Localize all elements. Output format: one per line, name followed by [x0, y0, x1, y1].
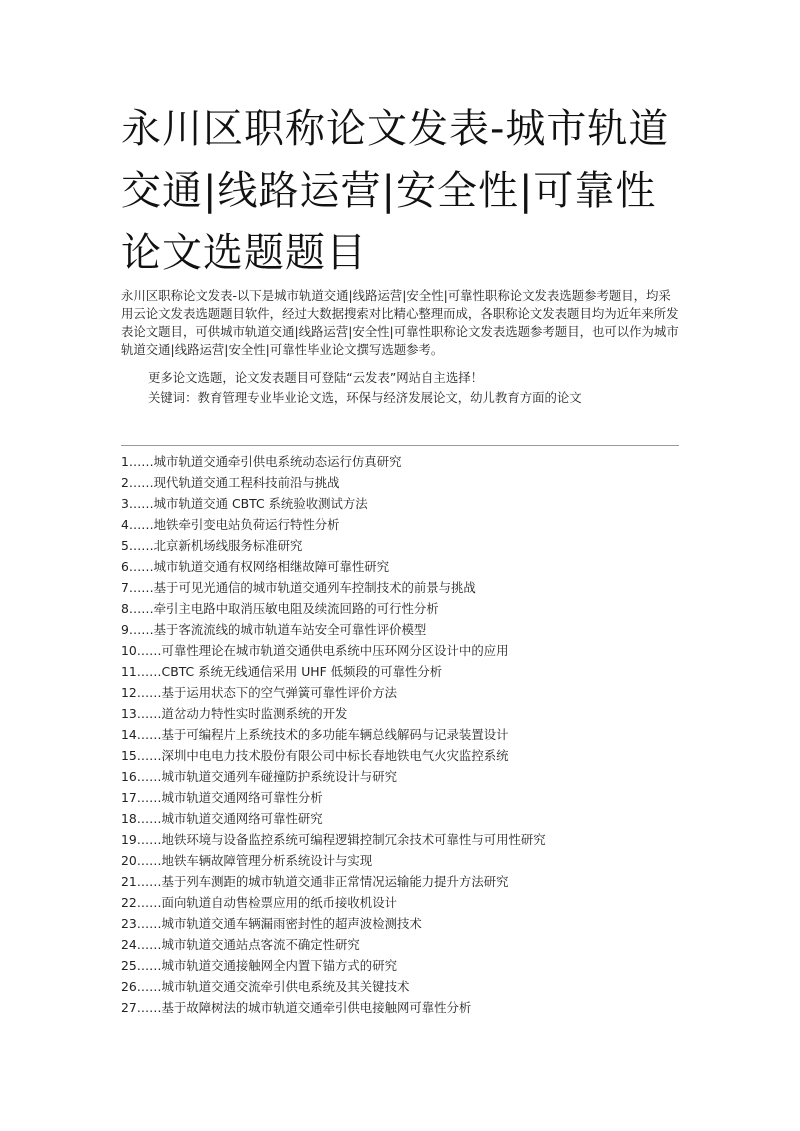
document-title: 永川区职称论文发表-城市轨道交通|线路运营|安全性|可靠性论文选题题目 — [121, 106, 670, 276]
topic-list-item: 22……面向轨道自动售检票应用的纸币接收机设计 — [121, 895, 397, 910]
topic-list-item: 1……城市轨道交通牵引供电系统动态运行仿真研究 — [121, 454, 402, 469]
keywords-line: 关键词：教育管理专业毕业论文选，环保与经济发展论文，幼儿教育方面的论文 — [148, 390, 582, 405]
topic-list-item: 25……城市轨道交通接触网全内置下锚方式的研究 — [121, 958, 397, 973]
topic-list-item: 13……道岔动力特性实时监测系统的开发 — [121, 706, 348, 721]
intro-paragraph: 永川区职称论文发表-以下是城市轨道交通|线路运营|安全性|可靠性职称论文发表选题参考题目，均采用云论文发表选题题目软件，经过大数据搜索对比精心整理而成，各职称论文发表题目均为近年来所发表论文题目，可供城市轨道交通|线路运营|安全性|可靠性职称论文发表选题参考题目，也可以作为城市轨道交通|线路运营|安全性|可靠性毕业论文撰写选题参考。 — [121, 288, 679, 357]
topic-list-item: 10……可靠性理论在城市轨道交通供电系统中压环网分区设计中的应用 — [121, 643, 509, 658]
topic-list — [121, 451, 681, 1018]
topic-list-item: 27……基于故障树法的城市轨道交通牵引供电接触网可靠性分析 — [121, 1000, 472, 1015]
topic-list-item: 8……牵引主电路中取消压敏电阻及续流回路的可行性分析 — [121, 601, 439, 616]
topic-list-item: 17……城市轨道交通网络可靠性分析 — [121, 790, 323, 805]
topic-list-item: 4……地铁牵引变电站负荷运行特性分析 — [121, 517, 340, 532]
topic-list-item: 23……城市轨道交通车辆漏雨密封性的超声波检测技术 — [121, 916, 422, 931]
topic-list-item: 2……现代轨道交通工程科技前沿与挑战 — [121, 475, 340, 490]
topic-list-item: 5……北京新机场线服务标准研究 — [121, 538, 303, 553]
topic-list-item: 12……基于运用状态下的空气弹簧可靠性评价方法 — [121, 685, 397, 700]
topic-list-item: 24……城市轨道交通站点客流不确定性研究 — [121, 937, 360, 952]
topic-list-item: 19……地铁环境与设备监控系统可编程逻辑控制冗余技术可靠性与可用性研究 — [121, 832, 546, 847]
topic-list-item: 11……CBTC 系统无线通信采用 UHF 低频段的可靠性分析 — [121, 664, 443, 679]
topic-list-item: 14……基于可编程片上系统技术的多功能车辆总线解码与记录装置设计 — [121, 727, 509, 742]
topic-list-item: 9……基于客流流线的城市轨道车站安全可靠性评价模型 — [121, 622, 427, 637]
topic-list-item: 26……城市轨道交通交流牵引供电系统及其关键技术 — [121, 979, 410, 994]
topic-list-item: 3……城市轨道交通 CBTC 系统验收测试方法 — [121, 496, 368, 511]
section-divider — [121, 445, 679, 446]
topic-list-item: 7……基于可见光通信的城市轨道交通列车控制技术的前景与挑战 — [121, 580, 476, 595]
topic-list-item: 18……城市轨道交通网络可靠性研究 — [121, 811, 323, 826]
topic-list-item: 6……城市轨道交通有权网络相继故障可靠性研究 — [121, 559, 390, 574]
topic-list-item: 21……基于列车测距的城市轨道交通非正常情况运输能力提升方法研究 — [121, 874, 509, 889]
more-topics-note: 更多论文选题，论文发表题目可登陆“云发表”网站自主选择！ — [148, 370, 483, 385]
topic-list-item: 16……城市轨道交通列车碰撞防护系统设计与研究 — [121, 769, 397, 784]
topic-list-item: 15……深圳中电电力技术股份有限公司中标长春地铁电气火灾监控系统 — [121, 748, 509, 763]
topic-list-item: 20……地铁车辆故障管理分析系统设计与实现 — [121, 853, 373, 868]
